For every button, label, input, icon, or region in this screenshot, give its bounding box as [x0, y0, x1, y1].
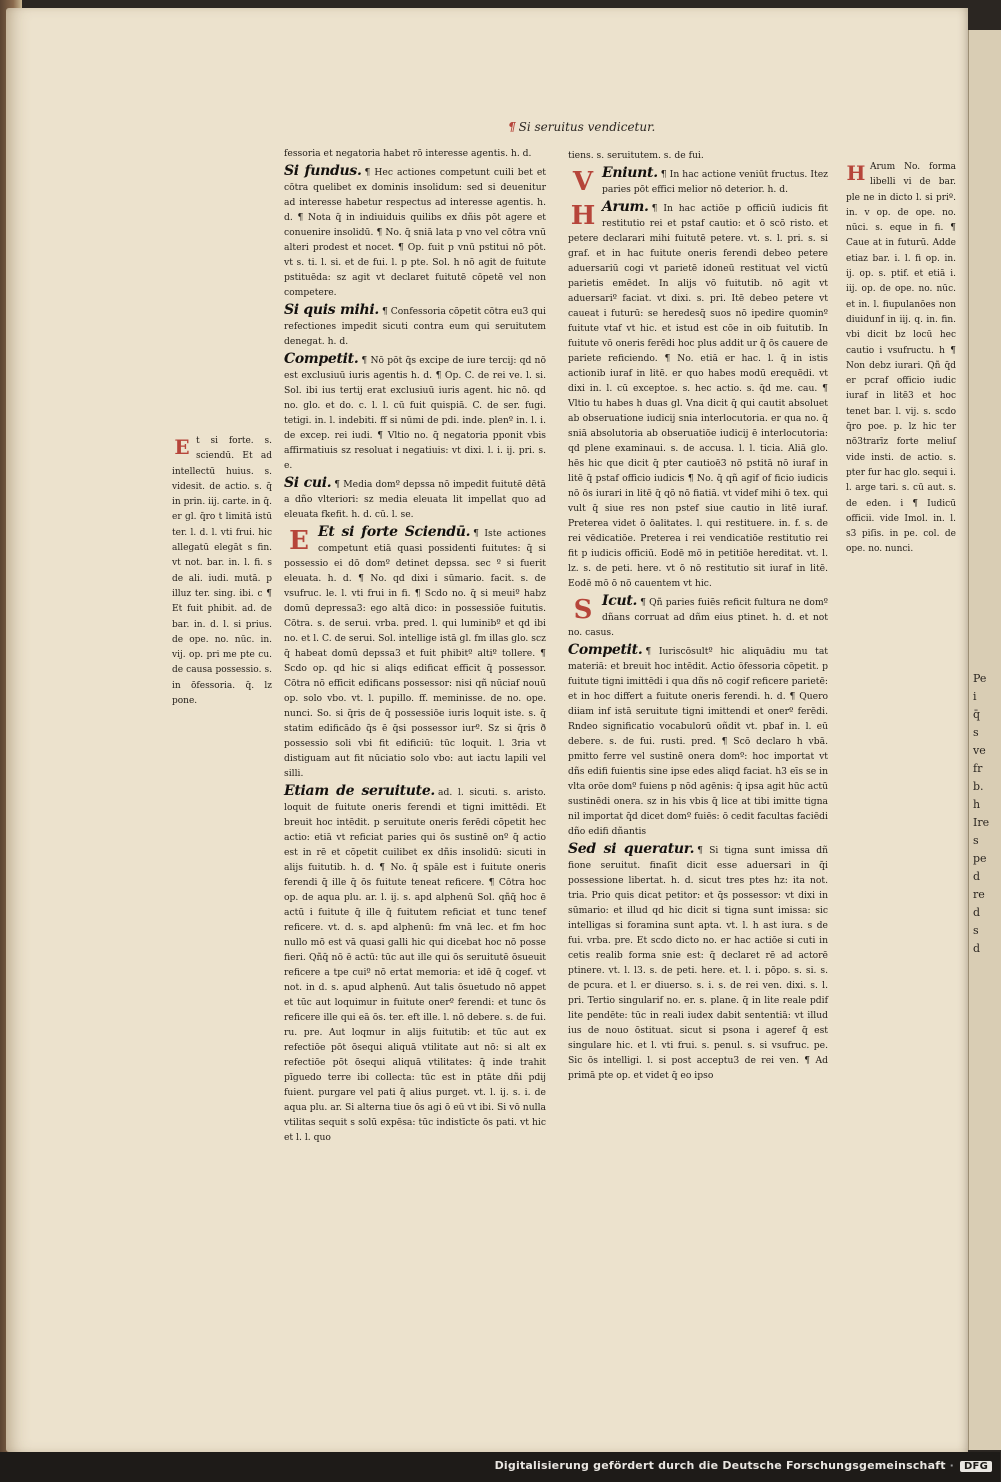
section-rubric: Eniunt. [602, 165, 658, 181]
text-paragraph [284, 303, 546, 349]
gloss-right-initial: H [846, 161, 866, 185]
credit-text: Digitalisierung gefördert durch die Deutsche Forschungsgemeinschaft [494, 1459, 946, 1472]
gloss-left-text: t si forte. s. sciendū. Et ad intellectū huius. s. videsit. de actio. s. q̄ in prin. iij. carte. in q̄. er gl. q̄ro t limitā istū ter. l. d. l. vti frui. hic allegatū elegāt s fin. vt not. bar. in. l. fi. s de ali. iudi. mutā. p illuz ter. sing. ibi. c ¶ Et fuit phibit. ad. de bar. in. d. l. si prius. de ope. no. nūc. in. vij. op. pri me pte cu. de causa possessio. s. in ōfessoria. q̄. lz pone. [172, 436, 272, 707]
text-paragraph [284, 146, 546, 161]
adjacent-page-edge [968, 30, 1001, 1450]
text-paragraph [284, 476, 546, 522]
running-header-title: Si seruitus vendicetur. [518, 120, 656, 134]
pilcrow-mark: ¶ [508, 120, 516, 134]
credit-separator: · [949, 1459, 955, 1472]
section-rubric: Etiam de seruitute. [284, 783, 436, 799]
paragraph-text: tiens. s. seruitutem. s. de fui. [568, 150, 704, 161]
section-rubric: Icut. [602, 593, 638, 609]
section-rubric: Si quis mihi. [284, 302, 379, 318]
text-paragraph [568, 148, 828, 163]
section-rubric: Competit. [284, 351, 359, 367]
paragraph-text: fessoria et negatoria habet rō interesse agentis. h. d. [284, 148, 532, 159]
paragraph-text: ¶ Si tigna sunt imissa dñ fione seruitut. finaſit dicit esse aduersari in q̄i possessione libertat. h. d. sicut tres ptes hz: ita not. tria. Prio quis dicat petitor: et q̄s possessor: vt dixi in sūmario: et illud qd hic dicit si tigna sunt imissa: sic intelligas si foramina sunt apta. vt. l. h ast iura. s de fui. vrba. pre. Et scdo dicto no. er hac actiōe si cuti in cetis realib forma snie est: q̄ declaret rē ad actorē ptinere. vt. l. l3. s. de peti. here. et. l. i. pōpo. s. si. s. de pcura. et l. er diuerso. s. i. s. de rei ven. dixi. s. l. pri. Tertio singularif no. er. s. plane. q̄ in lite reale pdif lite pendēte: tūc in reali iudex dabit sententiā: vt illud ius de nouo ōstituat. sicut si psona i ageref q̄ est singulare hic. et l. vti frui. s. penul. s. si vsufruc. pe. Sic ōs intelligi. l. si post acceptu3 de rei ven. ¶ Ad primā pte op. et videt q̄ eo ipso [568, 845, 828, 1081]
paragraph-text: ¶ In hac actiōe p officiū iudicis fit restitutio rei et pstaf cautio: et ō scō risto. et petere declarari mihi fuitutē petere. vt. s. l. pri. s. si graf. et in hac fuitute oneris ferendi debeo petere aduersariū cogi vt parietē idoneū restituat vel victū parietis emēdet. In alijs vō fuitutib. nō agit vt aduersariº faciat. vt dixi. s. pri. Itē debeo petere vt caueat i futurū: se heredesq̄ suos nō ipedire quominº fuitute vtaf vt hic. et istud est cōe in oib fuitutib. In fuitute vō oneris ferēdi hoc plus addit ur q̄ ōs cauere de pariete reficiendo. ¶ No. etiā er hac. l. q̄ in istis actionib iuraf in litē. er quo habes modū erequēdi. vt dixi in. l. cū exceptoe. s. hec actio. s. q̄d me. cau. ¶ Vltio tu habes h duas gl. Vna dicit q̄ qui cautit absoluet ab obseruatione iudicij snia interlocutoria. er qua no. q̄ sniā absolutoria ab obseruatiōe iudicij ē interlocutoria: qd plene examinaui. s. de accusa. l. l. ticia. Aliā glo. hēs hic que dicit q̄ pter cautioē3 nō pstitā nō iuraf in litē q̄ pstaf officio iudicis ¶ No. q̄ qñ agif of ficio iudicis nō ōs iurari in litē q̄ qō nō fiatiā. vt videf mihi ō tex. qui vult q̄ siue res non pstef siue cautio in litē iuraf. Preterea videt ō ōalitates. l. qui restituere. in. f. s. de rei vēdicatiōe. Preterea i rei vendicatiōe restitutio rei fit p iudicis officiū. Eodē mō in petitiōe hereditat. vt. l. lz. s. de peti. here. vt ō nō restitutio sit iuraf in litē. Eodē mō ō nō cauentem vt hic. [568, 203, 828, 589]
paragraph-text: ¶ In hac actione veniūt fructus. Itez paries pōt effici melior nō deterior. h. d. [602, 169, 828, 195]
rubricated-initial: E [289, 526, 309, 556]
dfg-logo: DFG [960, 1461, 992, 1472]
paragraph-text: ¶ Media domº depssa nō impedit fuitutē dētā a dño vlteriori: sz media eleuata lit impellat quo ad eleuata fkefit. h. d. cū. l. se. [284, 479, 546, 520]
gloss-right-text: Arum No. forma libelli vi de bar. ple ne in dicto l. si priº. in. v op. de ope. no. nūci. s. eque in fi. ¶ Caue at in futurū. Adde etiaz bar. i. l. fi op. in. ij. op. s. ptif. et etiā i. iij. op. de ope. no. nūc. et in. l. fiupulanōes non diuidunf in iij. q. in. fin. vbi dicit bz locū hec cautio i vsufructu. h ¶ Non debz iurari. Qñ q̄d er pcraf officio iudic iuraf in litē3 et hoc tenet bar. l. vij. s. scdo q̄ro poe. p. lz hic ter nō3trarīz forte meliuſ vide insti. de actio. s. pter fur hac glo. sequi i. l. arge tari. s. cū aut. s. de eden. i ¶ Iudicū officii. vide Imol. in. l. s3 piſis. in pe. col. de ope. no. nunci. [846, 162, 956, 555]
digitization-credit [495, 1459, 992, 1472]
rubricated-initial: S [573, 595, 593, 625]
text-column-right [568, 148, 828, 1081]
text-paragraph [284, 352, 546, 473]
section-rubric: Si cui. [284, 475, 332, 491]
paragraph-text: ¶ Iuriscōsultº hic aliquādiu mu tat materiā: et breuit hoc intēdit. Actio ōfessoria cōpetit. p fuitute tigni imittēdi i qua dñs nō cogif reficere parietē: et in hoc differt a fuitute oneris ferendi. h. d. ¶ Quero diiam inf istā seruitute tigni imittendi et onerº ferēdi. Rndeo significatio vocabulorū oñdit vt. pbaf in. l. eū debere. s. de fui. rusti. pred. ¶ Scō declaro h vbā. pmitto ferre vel sustinē onera domº: hoc importat vt dñs edifi fuientis sine ipse edes aliqd faciat. h3 eīs se in vlta orōe domº fuiens p nōd agēnis: q̄ ipsa agit hūc actū sustinēdi onera. sz in his vbis q̄ lice at tibi imitte tigna nil importat q̄d dicet domº fuiēs: ō cedit facultas faciēdi dño edifi dñantis [568, 646, 828, 837]
section-rubric: Sed si queratur. [568, 841, 695, 857]
text-paragraph [568, 594, 828, 640]
rubricated-initial: H [570, 201, 596, 231]
paragraph-text: ¶ Confessoria cōpetit cōtra eu3 qui refectiones impedit sicuti contra eum qui seruitutem denegat. h. d. [284, 306, 546, 347]
text-paragraph [568, 200, 828, 591]
text-paragraph [284, 164, 546, 300]
marginal-gloss-right [846, 160, 956, 630]
marginal-gloss-left [172, 434, 272, 834]
text-column-left [284, 146, 546, 1143]
paragraph-text: ¶ Hec actiones competunt cuili bet et cōtra quelibet ex dominis insolidum: sed si deuenitur ad interesse habetur respectus ad interesse agentis. h. d. ¶ Nota q̄ in indiuiduis quilibs ex dñis pōt agere et conuenire insolidū. ¶ No. q̄ sniā lata p vno vel cōtra vnū alteri prodest et nocet. ¶ Op. fuit p vnū pstitui nō pōt. vt s. ti. l. si. et de fui. l. p pte. Sol. h nō agit de fuitute pstituēda: sz agit vt declaret fuitutē cōpetē vel non competere. [284, 167, 546, 298]
text-paragraph [568, 643, 828, 839]
text-paragraph [284, 525, 546, 781]
section-rubric: Competit. [568, 642, 643, 658]
adjacent-page-text: Pe i q̄ s ve fr b. h Ire s pe d re d s d [973, 672, 990, 955]
text-paragraph [284, 784, 546, 1145]
section-rubric: Arum. [602, 199, 649, 215]
paragraph-text: ad. l. sicuti. s. aristo. loquit de fuitute oneris ferendi et tigni imittēdi. Et breuit hoc intēdit. p seruitute oneris ferēdi cōpetit hec actio: etiā vt reficiat paries qui ōs sustinē onº q̄ actio est in rē et cōpetit cuilibet ex dñis insolidū: sicuti in alijs fuitutib. h. d. ¶ No. q̄ spāle est i fuitute oneris ferendi q̄ ille q̄ ōs fuitute teneat reficere. ¶ Cōtra hoc op. de aqua plu. ar. l. ij. s. apd alphenū Sol. qñq̄ hoc ē actū i fuitute q̄ ille q̄ fuitutem reficiat et tunc tenef reficere. vt. d. s. apd alphenū: fm vnā lec. et fm hoc nullo mō est vā quasi galli hic qui dicebat hoc nō posse fieri. Qñq̄ nō ē actū: tūc aut ille qui ōs seruitutē ōsueuit reficere a tpe cuiº nō ertat memoria: et idē q̄ cogef. vt not. in d. s. apud alphenū. Aut talis ōsuetudo nō appet et tūc aut loquimur in fuitute onerº ferendi: et tunc ōs reficere ille qui eā ōs. ter. eft ille. l. nō debere. s. de fui. ru. pre. Aut loqmur in alijs fuitutib: et tūc aut ex refectiōe pōt ōsequi aliquā vtilitate aut nō: si alt ex refectiōe pōt ōsequi aliquā vtilitates: q̄ inde trahit pīguedo terre ibi collecta: tūc est in ptāte dñi pdij fuient. purgare vel pati q̄ alius purget. vt. l. ij. s. i. de aqua plu. ar. Si alterna tiue ōs agi ō eū vt ibi. Si vō nulla vtilitas sequit s solū expēsa: tūc indistīcte ōs pati. vt hic et l. l. quo [284, 787, 546, 1143]
text-paragraph [568, 166, 828, 197]
text-paragraph [568, 842, 828, 1083]
paragraph-text: ¶ Nō pōt q̄s excipe de iure tercij: qd nō est exclusiuū iuris agentis h. d. ¶ Op. C. de rei ve. l. si. Sol. ibi ius tertij erat exclusiuū iuris agent. hic nō. qd no. glo. et do. c. l. l. cū fuit quispiā. C. de ser. fugi. tetigi. in. l. indebiti. ff si nūmi de pdi. inde. plenº in. l. i. de excep. rei iudi. ¶ Vltio no. q̄ negatoria pponit vbis affirmatiuis sz resoluat i negatiuis: vt dixi. l. i. ij. pri. s. e. [284, 355, 546, 471]
section-rubric: Et si forte Sciendū. [318, 524, 471, 540]
paragraph-text: ¶ Qñ paries fuiēs reficit fultura ne domº dñans corruat ad dñm eius ptinet. h. d. et not no. casus. [568, 597, 828, 638]
gloss-left-initial: E [174, 435, 190, 459]
running-header [508, 120, 655, 134]
section-rubric: Si fundus. [284, 163, 362, 179]
rubricated-initial: V [572, 167, 594, 197]
paragraph-text: ¶ Iste actiones competunt etiā quasi possidenti fuitutes: q̄ si possessio ei dō domº detinet depssa. sec º si fuerit eleuata. h. d. ¶ No. qd dixi i sūmario. facit. s. de vsufruc. le. l. vti frui in fi. ¶ Scdo no. q̄ si meuiº habz domū depressa3: ego altā dico: in possessiōe fuitutis. Cōtra. s. de serui. vrba. pred. l. qui luminibº et qd ibi no. et l. C. de serui. Sol. intellige istā gl. fm illas glo. scz q̄ habeat domū depssa3 et fuit phibitº altiº tollere. ¶ Scdo op. qd hic si aliqs edificat efficit q̄ possessor. Cōtra nō efficit edificans possessor: nisi qñ nūciaf nouū op. solo vbo. vt. l. pupillo. ff. meminisse. de no. ope. nunci. So. si q̄ris de q̄ possessiōe iuris loquit iste. s. q̄ statim edificādo q̄s ē q̄si possessor iurº. Sz si q̄ris ð possessio soli vbi fit edificiū: tūc loquit. l. 3ria vt distiguam aut fit nūciatio solo vbo: aut iactu lapili vel silli. [284, 528, 546, 779]
